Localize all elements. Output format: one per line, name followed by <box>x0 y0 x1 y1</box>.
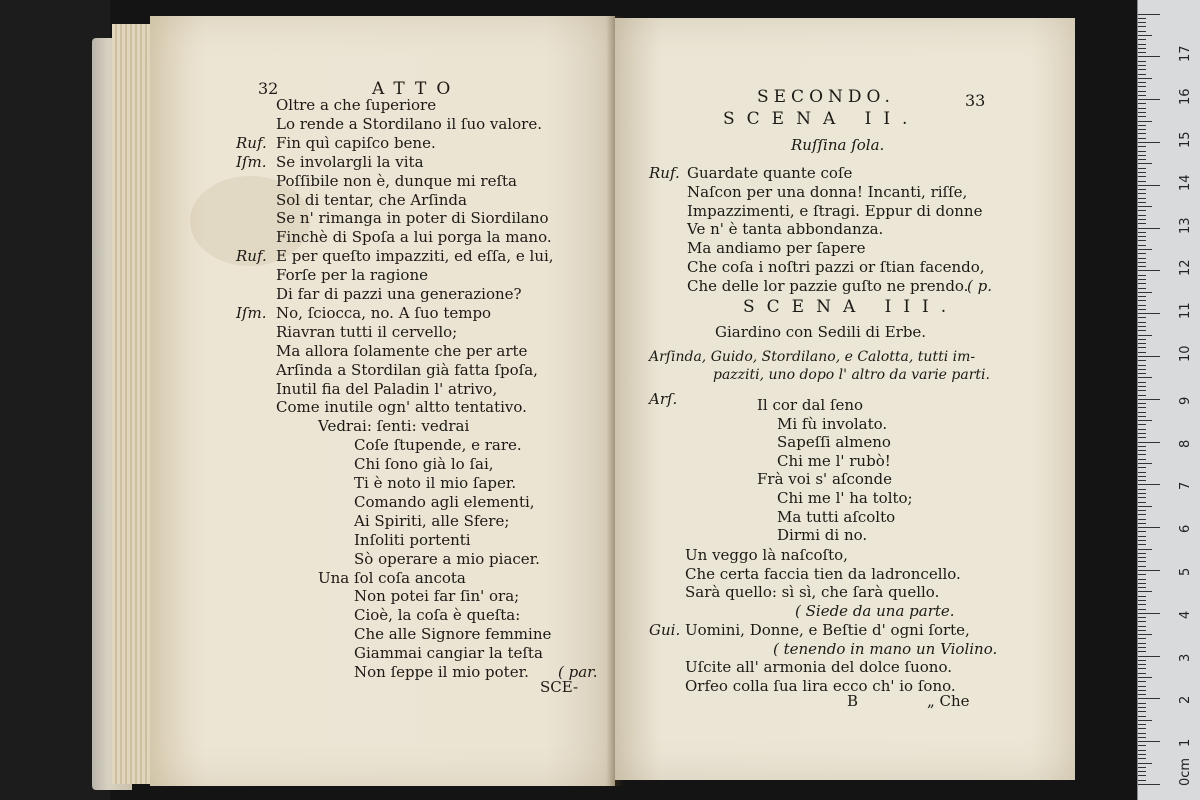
ruler-tick <box>1138 527 1160 528</box>
speaker-label: Gui. <box>649 620 681 639</box>
signature-mark: B <box>847 692 859 710</box>
ruler-tick <box>1138 172 1146 173</box>
ruler-tick <box>1138 771 1146 772</box>
ruler-tick <box>1138 138 1146 139</box>
ruler-tick <box>1138 176 1146 177</box>
ruler-tick <box>1138 112 1146 113</box>
ruler-tick <box>1138 750 1146 751</box>
ruler-tick <box>1138 317 1146 318</box>
ruler-tick <box>1138 65 1146 66</box>
verse-line: Se involargli la vita <box>276 152 424 171</box>
stage-direction: ( Siede da una parte. <box>795 602 955 621</box>
ruler-label: 4 <box>1178 610 1193 619</box>
ruler-tick <box>1138 437 1146 438</box>
ruler-tick <box>1138 497 1146 498</box>
ruler-tick <box>1138 95 1146 96</box>
ruler-tick <box>1138 61 1146 62</box>
measuring-ruler <box>1137 0 1200 800</box>
running-header: SECONDO. <box>757 87 895 107</box>
ruler-tick <box>1138 493 1146 494</box>
ruler-tick <box>1138 763 1152 764</box>
ruler-tick <box>1138 424 1146 425</box>
ruler-tick <box>1138 48 1146 49</box>
ruler-tick <box>1138 587 1146 588</box>
ruler-label: 11 <box>1178 302 1193 320</box>
speaker-label: Arſ. <box>649 390 678 408</box>
ruler-tick <box>1138 476 1146 477</box>
ruler-tick <box>1138 502 1146 503</box>
speaker-label: Iſm. <box>236 152 267 171</box>
ruler-tick <box>1138 463 1152 464</box>
ruler-tick <box>1138 146 1146 147</box>
ruler-tick <box>1138 313 1160 314</box>
verse-line: Come inutile ogn' altto tentativo. <box>276 398 527 417</box>
speaker-label: Ruf. <box>649 164 680 182</box>
ruler-tick <box>1138 720 1152 721</box>
ruler-tick <box>1138 56 1160 57</box>
ruler-tick <box>1138 767 1146 768</box>
ruler-tick <box>1138 617 1146 618</box>
scene-title: SCENA II. <box>723 109 920 129</box>
ruler-tick <box>1138 737 1146 738</box>
ruler-tick <box>1138 489 1146 490</box>
ruler-tick <box>1138 356 1160 357</box>
ruler-tick <box>1138 22 1146 23</box>
verse-line: Ti è noto il mio ſaper. <box>354 474 517 492</box>
ruler-tick <box>1138 579 1146 580</box>
ruler-tick <box>1138 283 1146 284</box>
ruler-tick <box>1138 544 1146 545</box>
ruler-tick <box>1138 395 1146 396</box>
ruler-label: 9 <box>1178 396 1193 405</box>
aria-line: Il cor dal ſeno <box>757 396 864 414</box>
aria-line: Chi me l' rubò! <box>777 451 891 470</box>
ruler-tick <box>1138 142 1160 143</box>
ruler-tick <box>1138 630 1146 631</box>
ruler-tick <box>1138 236 1146 237</box>
ruler-tick <box>1138 553 1146 554</box>
verse-line: Comando agli elementi, <box>354 492 535 511</box>
ruler-tick <box>1138 459 1146 460</box>
stage-direction: ( tenendo in mano un Violino. <box>773 639 998 658</box>
verse-line: Ma andiamo per ſapere <box>687 239 866 258</box>
ruler-tick <box>1138 775 1146 776</box>
ruler-tick <box>1138 574 1146 575</box>
ruler-tick <box>1138 690 1146 691</box>
ruler-tick <box>1138 129 1146 130</box>
verse-line: Che delle lor pazzie guſto ne prendo. <box>687 276 969 295</box>
verse-line: Inſoliti portenti <box>354 530 471 549</box>
ruler-tick <box>1138 202 1146 203</box>
ruler-tick <box>1138 210 1146 211</box>
ruler-tick <box>1138 506 1152 507</box>
verse-line: Giammai cangiar la teſta <box>354 644 543 663</box>
ruler-tick <box>1138 116 1146 117</box>
ruler-tick <box>1138 728 1146 729</box>
speaker-label: Iſm. <box>236 303 267 322</box>
ruler-tick <box>1138 634 1152 635</box>
ruler-tick <box>1138 258 1146 259</box>
ruler-label: 13 <box>1178 217 1193 234</box>
ruler-tick <box>1138 613 1160 614</box>
scene-setting: Giardino con Sedili di Erbe. <box>715 323 927 341</box>
ruler-tick <box>1138 215 1146 216</box>
ruler-tick <box>1138 681 1146 682</box>
ruler-tick <box>1138 240 1146 241</box>
verse-line: Non potei far ſin' ora; <box>354 587 520 606</box>
ruler-tick <box>1138 523 1146 524</box>
ruler-tick <box>1138 296 1146 297</box>
verse-line: Forſe per la ragione <box>276 266 428 285</box>
ruler-tick <box>1138 262 1146 263</box>
ruler-label: 7 <box>1178 482 1193 491</box>
ruler-tick <box>1138 300 1146 301</box>
ruler-tick <box>1138 198 1146 199</box>
ruler-tick <box>1138 596 1146 597</box>
ruler-tick <box>1138 377 1152 378</box>
ruler-tick <box>1138 69 1146 70</box>
ruler-tick <box>1138 288 1146 289</box>
ruler-tick <box>1138 163 1152 164</box>
running-header: ATTO <box>372 79 461 99</box>
verse-line: Ai Spiriti, alle Sfere; <box>354 511 510 530</box>
ruler-label: 14 <box>1178 174 1193 191</box>
ruler-tick <box>1138 677 1152 678</box>
ruler-tick <box>1138 724 1146 725</box>
ruler-tick <box>1138 647 1146 648</box>
ruler-tick <box>1138 531 1146 532</box>
scene-cast: Arſinda, Guido, Stordilano, e Calotta, tutti im- <box>649 349 976 365</box>
ruler-tick <box>1138 14 1160 15</box>
ruler-tick <box>1138 44 1146 45</box>
ruler-tick <box>1138 369 1146 370</box>
verse-line: Coſe ſtupende, e rare. <box>354 436 522 455</box>
aria-line: Chi me l' ha tolto; <box>777 489 913 507</box>
verse-line: Ma allora ſolamente che per arte <box>276 341 528 360</box>
ruler-tick <box>1138 266 1146 267</box>
ruler-tick <box>1138 121 1152 122</box>
verse-line: Sarà quello: sì sì, che ſarà quello. <box>685 583 940 602</box>
ruler-tick <box>1138 189 1146 190</box>
ruler-label: 3 <box>1178 653 1193 662</box>
ruler-tick <box>1138 343 1146 344</box>
aria-line: Sapeſſi almeno <box>777 433 891 452</box>
speaker-label: Ruf. <box>236 133 267 152</box>
ruler-tick <box>1138 86 1146 87</box>
ruler-label: 5 <box>1178 567 1193 576</box>
verse-line: Uomini, Donne, e Beſtie d' ogni ſorte, <box>685 620 970 639</box>
verse-line: Una ſol coſa ancota <box>318 568 466 587</box>
page-number: 33 <box>965 91 986 110</box>
ruler-label: 12 <box>1178 259 1193 277</box>
verse-line: Che certa faccia tien da ladroncello. <box>685 564 961 583</box>
ruler-tick <box>1138 450 1146 451</box>
ruler-tick <box>1138 52 1146 53</box>
ruler-tick <box>1138 758 1146 759</box>
left-page <box>150 16 615 786</box>
speaker-label: Ruf. <box>236 247 267 266</box>
verse-line: Un veggo là naſcoſto, <box>685 546 848 564</box>
verse-line: E per queſto impazziti, ed eſſa, e lui, <box>276 247 554 266</box>
ruler-tick <box>1138 656 1160 657</box>
verse-line: Inutil fia del Paladin l' atrivo, <box>276 379 498 398</box>
ruler-tick <box>1138 403 1146 404</box>
ruler-tick <box>1138 591 1152 592</box>
ruler-tick <box>1138 74 1146 75</box>
ruler-label: 17 <box>1178 45 1193 63</box>
ruler-tick <box>1138 643 1146 644</box>
ruler-tick <box>1138 373 1146 374</box>
ruler-tick <box>1138 707 1146 708</box>
ruler-label: 6 <box>1178 524 1193 534</box>
ruler-tick <box>1138 510 1146 511</box>
ruler-tick <box>1138 322 1146 323</box>
ruler-tick <box>1138 390 1146 391</box>
ruler-tick <box>1138 219 1146 220</box>
verse-line: No, ſciocca, no. A ſuo tempo <box>276 303 492 322</box>
verse-line: Uſcite all' armonia del dolce ſuono. <box>685 658 952 677</box>
scene-title: SCENA III. <box>743 297 959 317</box>
verse-line: Lo rende a Stordilano il ſuo valore. <box>276 114 542 133</box>
ruler-tick <box>1138 626 1146 627</box>
verse-line: Sol di tentar, che Arſinda <box>276 190 467 209</box>
ruler-tick <box>1138 232 1146 233</box>
ruler-tick <box>1138 442 1160 443</box>
ruler-label: 2 <box>1178 696 1193 705</box>
ruler-tick <box>1138 407 1146 408</box>
ruler-tick <box>1138 305 1146 306</box>
ruler-tick <box>1138 536 1146 537</box>
ruler-tick <box>1138 604 1146 605</box>
ruler-tick <box>1138 664 1146 665</box>
ruler-tick <box>1138 638 1146 639</box>
catchword: „ Che <box>927 692 970 710</box>
ruler-tick <box>1138 253 1146 254</box>
ruler-tick <box>1138 472 1146 473</box>
ruler-tick <box>1138 125 1146 126</box>
aria-line: Frà voi s' aſconde <box>757 470 893 489</box>
ruler-tick <box>1138 703 1146 704</box>
ruler-tick <box>1138 660 1146 661</box>
ruler-label: 15 <box>1178 131 1193 148</box>
ruler-tick <box>1138 600 1146 601</box>
ruler-tick <box>1138 185 1160 186</box>
ruler-tick <box>1138 292 1152 293</box>
verse-line: Poſſibile non è, dunque mi reſta <box>276 171 517 190</box>
verse-line: Guardate quante coſe <box>687 164 853 182</box>
ruler-tick <box>1138 360 1146 361</box>
verse-line: Naſcon per una donna! Incanti, riſſe, <box>687 182 968 201</box>
ruler-tick <box>1138 103 1146 104</box>
ruler-tick <box>1138 484 1160 485</box>
right-page <box>615 18 1075 780</box>
ruler-tick <box>1138 82 1146 83</box>
ruler-tick <box>1138 193 1146 194</box>
verse-line: Arſinda a Stordilan già fatta ſpoſa, <box>276 360 538 379</box>
ruler-tick <box>1138 31 1146 32</box>
verse-line: Fin quì capiſco bene. <box>276 133 436 152</box>
ruler-tick <box>1138 155 1146 156</box>
ruler-tick <box>1138 133 1146 134</box>
ruler-tick <box>1138 99 1160 100</box>
verse-line: Di far di pazzi una generazione? <box>276 285 522 303</box>
ruler-tick <box>1138 570 1160 571</box>
verse-line: Cioè, la coſa è queſta: <box>354 606 521 625</box>
ruler-tick <box>1138 245 1146 246</box>
ruler-tick <box>1138 433 1146 434</box>
ruler-tick <box>1138 35 1152 36</box>
verse-line: Non ſeppe il mio poter. <box>354 663 529 681</box>
ruler-tick <box>1138 741 1160 742</box>
page-number: 32 <box>258 79 279 98</box>
ruler-tick <box>1138 270 1160 271</box>
aria-line: Ma tutti aſcolto <box>777 507 896 526</box>
verse-line: Orfeo colla ſua lira ecco ch' io ſono. <box>685 676 956 695</box>
aria-line: Dirmi di no. <box>777 526 868 545</box>
ruler-label: 10 <box>1178 345 1193 362</box>
catchword: SCE- <box>540 678 579 696</box>
ruler-tick <box>1138 330 1146 331</box>
ruler-tick <box>1138 467 1146 468</box>
ruler-tick <box>1138 412 1146 413</box>
ruler-tick <box>1138 386 1146 387</box>
ruler-tick <box>1138 609 1146 610</box>
stage-direction: ( par. <box>558 663 598 681</box>
ruler-tick <box>1138 206 1152 207</box>
ruler-tick <box>1138 39 1146 40</box>
ruler-tick <box>1138 18 1146 19</box>
ruler-label: 1 <box>1178 738 1193 748</box>
ruler-tick <box>1138 698 1160 699</box>
ruler-label: 8 <box>1178 439 1193 448</box>
ruler-tick <box>1138 151 1146 152</box>
verse-line: Riavran tutti il cervello; <box>276 322 458 341</box>
ruler-tick <box>1138 711 1146 712</box>
ruler-tick <box>1138 583 1146 584</box>
ruler-tick <box>1138 557 1146 558</box>
stage-direction: ( p. <box>967 276 992 295</box>
verse-line: Chi ſono già lo ſai, <box>354 455 494 474</box>
ruler-tick <box>1138 108 1146 109</box>
ruler-label: 16 <box>1178 88 1193 106</box>
ruler-tick <box>1138 754 1146 755</box>
ruler-tick <box>1138 279 1146 280</box>
ruler-tick <box>1138 668 1146 669</box>
ruler-tick <box>1138 745 1146 746</box>
ruler-tick <box>1138 733 1146 734</box>
ruler-tick <box>1138 446 1146 447</box>
ruler-tick <box>1138 420 1152 421</box>
ruler-tick <box>1138 519 1146 520</box>
ruler-tick <box>1138 181 1146 182</box>
ruler-tick <box>1138 352 1146 353</box>
aria-line: Mi fù involato. <box>777 414 888 433</box>
ruler-label: 0cm <box>1178 757 1193 786</box>
ruler-tick <box>1138 480 1146 481</box>
verse-line: Ve n' è tanta abbondanza. <box>687 220 884 239</box>
ruler-tick <box>1138 549 1152 550</box>
ruler-tick <box>1138 91 1146 92</box>
ruler-tick <box>1138 621 1146 622</box>
ruler-tick <box>1138 399 1160 400</box>
ruler-tick <box>1138 335 1152 336</box>
ruler-tick <box>1138 780 1146 781</box>
scene-cast: pazziti, uno dopo l' altro da varie parti. <box>713 367 990 383</box>
ruler-tick <box>1138 275 1146 276</box>
ruler-tick <box>1138 429 1146 430</box>
ruler-tick <box>1138 249 1152 250</box>
ruler-tick <box>1138 168 1146 169</box>
ruler-tick <box>1138 382 1146 383</box>
ruler-tick <box>1138 784 1160 785</box>
ruler-tick <box>1138 339 1146 340</box>
verse-line: Che coſa i noſtri pazzi or ſtian facendo, <box>687 258 985 276</box>
ruler-tick <box>1138 223 1146 224</box>
verse-line: Sò operare a mio piacer. <box>354 549 540 568</box>
verse-line: Che alle Signore femmine <box>354 625 552 644</box>
ruler-tick <box>1138 416 1146 417</box>
verse-line: Impazzimenti, e ſtragi. Eppur di donne <box>687 201 983 220</box>
ruler-tick <box>1138 454 1146 455</box>
ruler-tick <box>1138 514 1146 515</box>
ruler-tick <box>1138 561 1146 562</box>
ruler-tick <box>1138 651 1146 652</box>
ruler-tick <box>1138 686 1146 687</box>
ruler-tick <box>1138 365 1146 366</box>
ruler-tick <box>1138 159 1146 160</box>
ruler-tick <box>1138 566 1146 567</box>
ruler-tick <box>1138 716 1146 717</box>
ruler-tick <box>1138 673 1146 674</box>
ruler-tick <box>1138 309 1146 310</box>
verse-line: Vedrai: ſenti: vedrai <box>318 417 470 436</box>
ruler-tick <box>1138 326 1146 327</box>
ruler-tick <box>1138 347 1146 348</box>
ruler-tick <box>1138 26 1146 27</box>
ruler-tick <box>1138 78 1152 79</box>
verse-line: Finchè di Spoſa a lui porga la mano. <box>276 228 552 247</box>
scene-subtitle: Ruſſina ſola. <box>791 136 885 154</box>
verse-line: Se n' rimanga in poter di Siordilano <box>276 209 549 228</box>
ruler-tick <box>1138 694 1146 695</box>
verse-line: Oltre a che ſuperiore <box>276 96 437 114</box>
ruler-tick <box>1138 228 1160 229</box>
ruler-tick <box>1138 540 1146 541</box>
